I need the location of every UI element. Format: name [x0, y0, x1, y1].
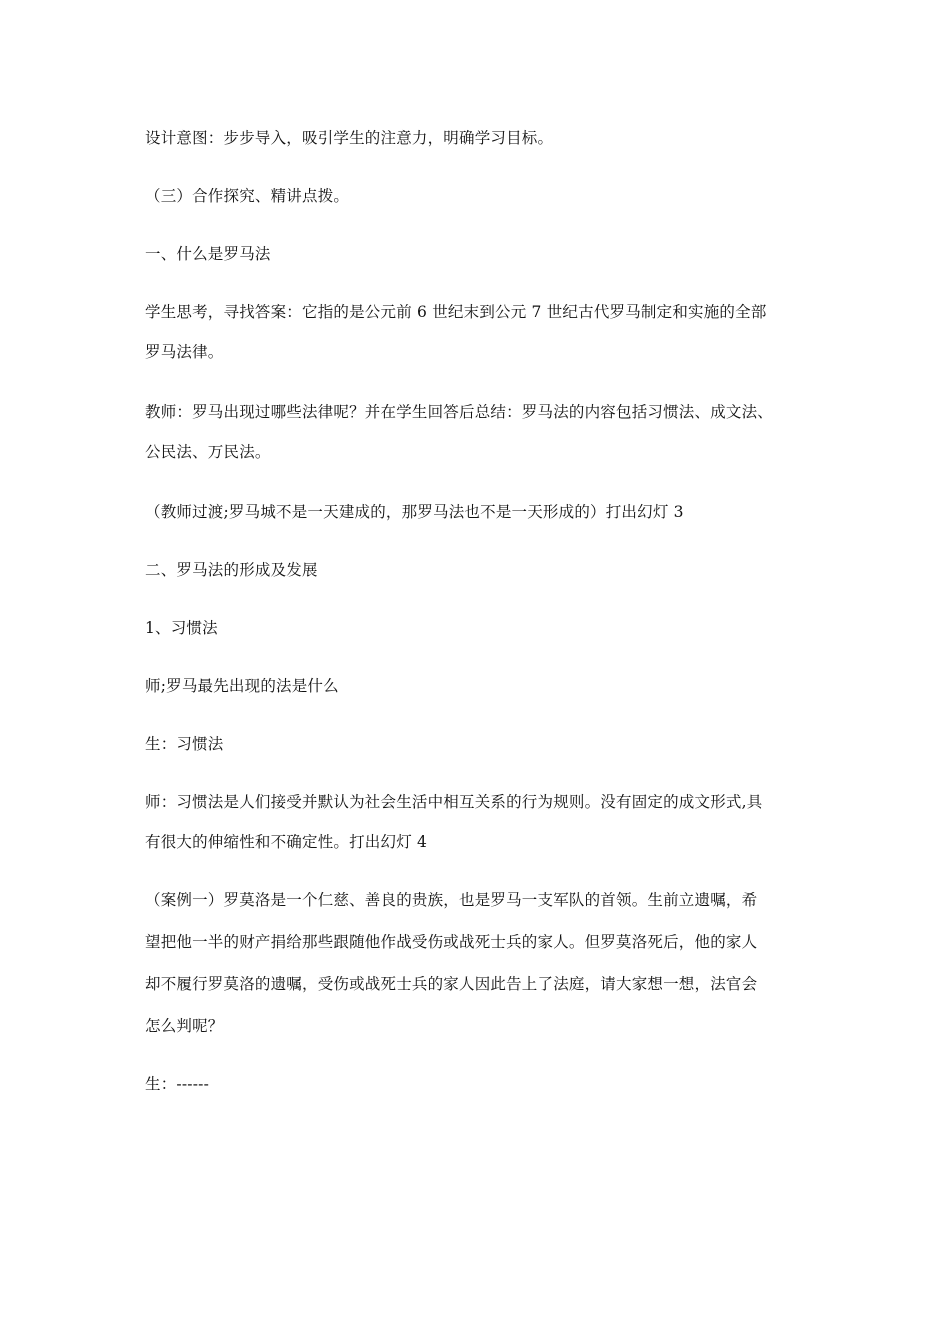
section-three-heading: （三）合作探究、精讲点拨。	[145, 187, 350, 205]
teacher-transition-line: （教师过渡;罗马城不是一天建成的，那罗马法也不是一天形成的）打出幻灯 3	[145, 503, 684, 521]
student-reply-line: 生：习惯法	[145, 735, 224, 753]
case-one-line-3: 却不履行罗莫洛的遗嘱，受伤或战死士兵的家人因此告上了法庭，请大家想一想，法官会	[145, 975, 758, 993]
teacher-question-line-2: 公民法、万民法。	[145, 443, 271, 461]
heading-what-is-roman-law: 一、什么是罗马法	[145, 245, 271, 263]
student-answer-line-2: 罗马法律。	[145, 343, 224, 361]
case-one-line-4: 怎么判呢？	[145, 1017, 224, 1035]
teacher-question-line-1: 教师：罗马出现过哪些法律呢？并在学生回答后总结：罗马法的内容包括习惯法、成文法、	[145, 403, 774, 421]
heading-formation-development: 二、罗马法的形成及发展	[145, 561, 318, 579]
subheading-customary-law: 1、习惯法	[145, 619, 218, 637]
design-intent-line: 设计意图：步步导入，吸引学生的注意力，明确学习目标。	[145, 129, 554, 147]
teacher-explain-line-2: 有很大的伸缩性和不确定性。打出幻灯 4	[145, 833, 428, 851]
case-one-line-2: 望把他一半的财产捐给那些跟随他作战受伤或战死士兵的家人。但罗莫洛死后，他的家人	[145, 933, 758, 951]
case-one-line-1: （案例一）罗莫洛是一个仁慈、善良的贵族，也是罗马一支军队的首领。生前立遗嘱，希	[145, 891, 758, 909]
student-blank-answer: 生：------	[145, 1075, 210, 1093]
student-answer-line-1: 学生思考，寻找答案：它指的是公元前 6 世纪末到公元 7 世纪古代罗马制定和实施的全部	[145, 303, 767, 321]
teacher-ask-line: 师;罗马最先出现的法是什么	[145, 677, 339, 695]
teacher-explain-line-1: 师：习惯法是人们接受并默认为社会生活中相互关系的行为规则。没有固定的成文形式,具	[145, 793, 763, 811]
